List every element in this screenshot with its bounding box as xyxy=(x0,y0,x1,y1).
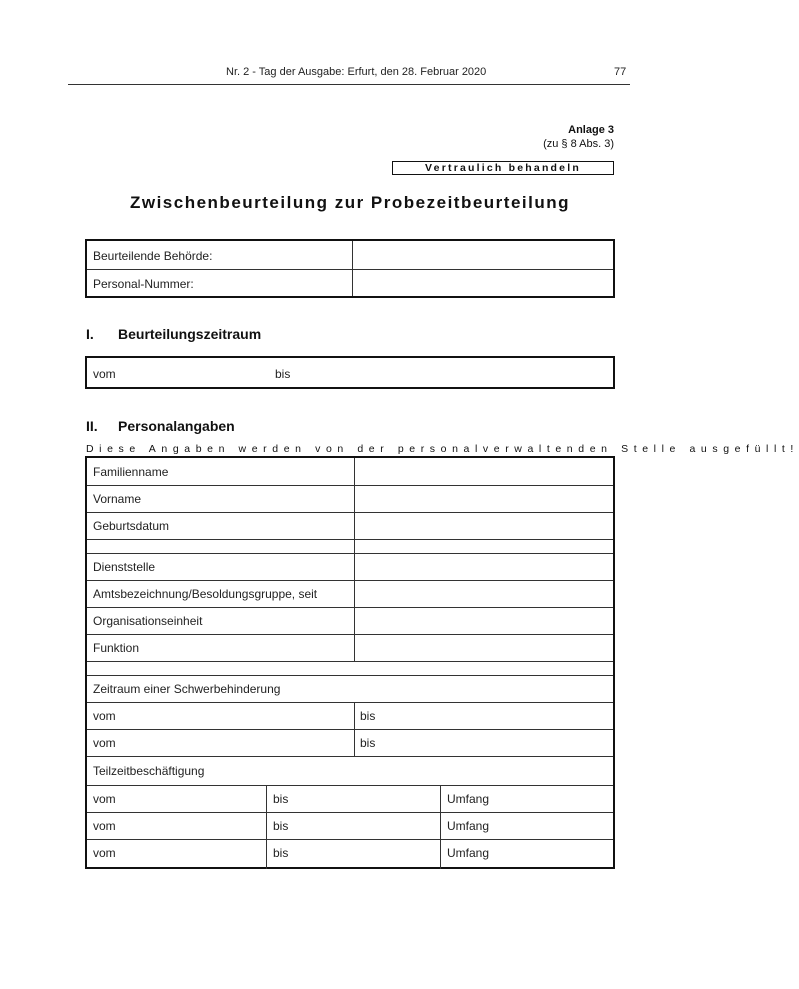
column-divider xyxy=(354,458,355,661)
section-2-number: II. xyxy=(86,418,98,434)
row-divider xyxy=(87,580,613,581)
schwerbehinderung-bis-1: bis xyxy=(360,709,376,723)
row-divider xyxy=(87,634,613,635)
row-divider xyxy=(87,539,613,540)
teilzeit-bis-3: bis xyxy=(273,846,289,860)
personal-nummer-field[interactable] xyxy=(355,271,611,295)
column-divider xyxy=(352,241,353,296)
label-organisationseinheit: Organisationseinheit xyxy=(93,614,203,628)
row-divider xyxy=(87,839,613,840)
row-divider xyxy=(87,812,613,813)
teilzeit-umfang-1: Umfang xyxy=(447,792,490,806)
page-number: 77 xyxy=(614,66,627,78)
row-divider xyxy=(87,485,613,486)
label-personal-nummer: Personal-Nummer: xyxy=(93,277,194,291)
column-divider xyxy=(266,785,267,869)
period-bis-label: bis xyxy=(275,367,291,381)
section-1-title: Beurteilungszeitraum xyxy=(118,326,262,342)
row-divider xyxy=(87,607,613,608)
teilzeit-vom-2: vom xyxy=(93,819,116,833)
teilzeit-umfang-3: Umfang xyxy=(447,846,490,860)
page-title: Zwischenbeurteilung zur Probezeitbeurteilung xyxy=(129,193,571,212)
personal-data-table xyxy=(85,456,615,869)
schwerbehinderung-bis-2: bis xyxy=(360,736,376,750)
period-box[interactable] xyxy=(85,356,615,389)
authority-table xyxy=(85,239,615,298)
column-divider xyxy=(354,702,355,756)
row-divider xyxy=(87,729,613,730)
period-vom-label: vom xyxy=(93,367,116,381)
schwerbehinderung-vom-1: vom xyxy=(93,709,116,723)
page-header: Nr. 2 - Tag der Ausgabe: Erfurt, den 28. Februar 2020 xyxy=(226,66,487,78)
label-vorname: Vorname xyxy=(93,492,142,506)
label-geburtsdatum: Geburtsdatum xyxy=(93,519,170,533)
section-2-note: Diese Angaben werden von der personalverwaltenden Stelle ausgefüllt! xyxy=(86,443,799,455)
row-divider xyxy=(87,675,613,676)
label-funktion: Funktion xyxy=(93,641,140,655)
header-rule xyxy=(68,84,630,85)
row-divider xyxy=(87,756,613,757)
anlage-block xyxy=(543,123,614,151)
label-amtsbezeichnung: Amtsbezeichnung/Besoldungsgruppe, seit xyxy=(93,587,318,601)
teilzeit-umfang-2: Umfang xyxy=(447,819,490,833)
teilzeit-vom-1: vom xyxy=(93,792,116,806)
row-divider xyxy=(87,269,613,270)
schwerbehinderung-vom-2: vom xyxy=(93,736,116,750)
row-divider xyxy=(87,512,613,513)
anlage-ref: (zu § 8 Abs. 3) xyxy=(543,138,614,150)
teilzeit-bis-1: bis xyxy=(273,792,289,806)
label-behoerde: Beurteilende Behörde: xyxy=(93,249,213,263)
label-teilzeit: Teilzeitbeschäftigung xyxy=(93,764,205,778)
row-divider xyxy=(87,661,613,662)
label-schwerbehinderung: Zeitraum einer Schwerbehinderung xyxy=(93,682,281,696)
teilzeit-vom-3: vom xyxy=(93,846,116,860)
row-divider xyxy=(87,702,613,703)
label-familienname: Familienname xyxy=(93,465,169,479)
anlage-title: Anlage 3 xyxy=(568,124,614,136)
column-divider xyxy=(440,785,441,869)
label-dienststelle: Dienststelle xyxy=(93,560,156,574)
section-1-number: I. xyxy=(86,326,94,342)
row-divider xyxy=(87,785,613,786)
section-2-title: Personalangaben xyxy=(118,418,235,434)
confidential-label: Vertraulich behandeln xyxy=(392,161,614,175)
row-divider xyxy=(87,553,613,554)
behoerde-field[interactable] xyxy=(355,243,611,267)
teilzeit-bis-2: bis xyxy=(273,819,289,833)
